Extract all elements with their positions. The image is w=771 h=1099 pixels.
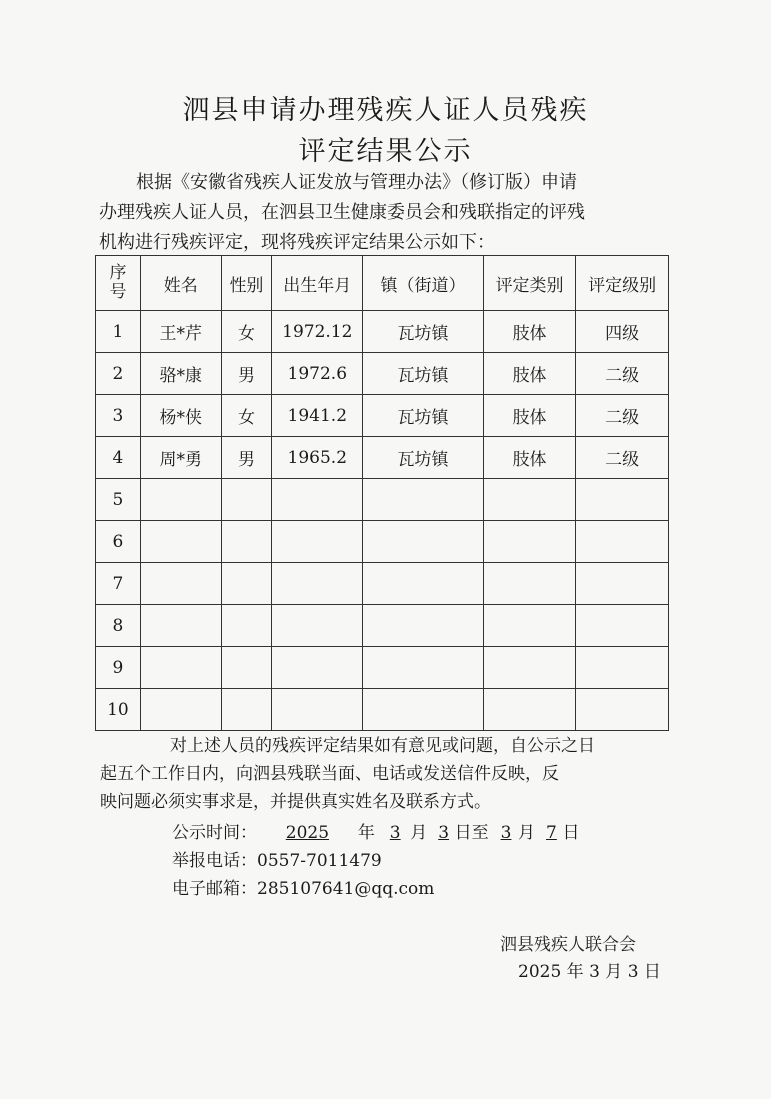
cell-category [483, 647, 576, 689]
phone-value: 0557-7011479 [257, 851, 382, 871]
cell-name [140, 563, 221, 605]
table-header-row [96, 256, 669, 311]
table-row [96, 689, 669, 731]
period-year-unit: 年 [357, 823, 375, 843]
table-row [96, 479, 669, 521]
cell-sex [221, 689, 272, 731]
cell-birth [272, 479, 363, 521]
cell-birth [272, 521, 363, 563]
cell-sex: 男 [221, 353, 272, 395]
cell-level [576, 689, 669, 731]
cell-level: 二级 [576, 395, 669, 437]
cell-town: 瓦坊镇 [363, 353, 484, 395]
header-serial-top: 序 [109, 263, 127, 283]
cell-sex: 男 [221, 437, 272, 479]
phone-label: 举报电话： [172, 851, 257, 871]
cell-no: 3 [96, 395, 141, 437]
document-title-line-2: 评定结果公示 [298, 136, 473, 167]
cell-birth [272, 563, 363, 605]
cell-category: 肢体 [483, 437, 576, 479]
header-serial-bottom: 号 [109, 282, 127, 302]
header-town: 镇（街道） [363, 256, 484, 311]
cell-name: 骆*康 [140, 353, 221, 395]
cell-name: 王*芹 [140, 311, 221, 353]
cell-town: 瓦坊镇 [363, 311, 484, 353]
header-category: 评定类别 [483, 256, 576, 311]
email-label: 电子邮箱： [172, 879, 257, 899]
cell-no: 9 [96, 647, 141, 689]
cell-town: 瓦坊镇 [363, 395, 484, 437]
cell-no: 4 [96, 437, 141, 479]
cell-birth: 1965.2 [272, 437, 363, 479]
notice-period [172, 818, 579, 843]
signature-date: 2025 年 3 月 3 日 [518, 962, 661, 982]
cell-no: 2 [96, 353, 141, 395]
cell-birth [272, 689, 363, 731]
cell-birth [272, 647, 363, 689]
header-sex: 性别 [221, 256, 272, 311]
table-row [96, 395, 669, 437]
cell-level [576, 563, 669, 605]
cell-level: 二级 [576, 437, 669, 479]
report-email [172, 874, 434, 899]
cell-name: 杨*侠 [140, 395, 221, 437]
cell-sex: 女 [221, 311, 272, 353]
document-title-line-1: 泗县申请办理残疾人证人员残疾 [182, 95, 589, 126]
cell-no: 5 [96, 479, 141, 521]
cell-category [483, 521, 576, 563]
intro-line-3: 机构进行残疾评定，现将残疾评定结果公示如下： [99, 232, 495, 253]
period-month-unit: 月 [410, 823, 428, 843]
cell-name [140, 689, 221, 731]
report-phone [172, 846, 382, 871]
intro-paragraph [99, 168, 679, 258]
cell-category: 肢体 [483, 311, 576, 353]
cell-town [363, 563, 484, 605]
cell-no: 7 [96, 563, 141, 605]
header-name: 姓名 [140, 256, 221, 311]
cell-birth: 1972.6 [272, 353, 363, 395]
header-birth: 出生年月 [272, 256, 363, 311]
period-end-day: 7 [546, 823, 557, 843]
notice-line-1: 对上述人员的残疾评定结果如有意见或问题，自公示之日 [170, 736, 595, 756]
cell-name [140, 647, 221, 689]
period-start-month: 3 [389, 823, 401, 843]
cell-town [363, 479, 484, 521]
cell-town [363, 689, 484, 731]
cell-category: 肢体 [483, 353, 576, 395]
cell-no: 6 [96, 521, 141, 563]
table-row [96, 437, 669, 479]
cell-sex [221, 605, 272, 647]
period-day-unit: 日 [562, 823, 580, 843]
cell-name [140, 479, 221, 521]
cell-town: 瓦坊镇 [363, 437, 484, 479]
notice-line-2: 起五个工作日内，向泗县残联当面、电话或发送信件反映，反 [100, 764, 559, 784]
cell-town [363, 605, 484, 647]
cell-level [576, 479, 669, 521]
table-row [96, 647, 669, 689]
period-start-day: 3 [438, 823, 450, 843]
cell-sex: 女 [221, 395, 272, 437]
table-row [96, 353, 669, 395]
cell-no: 1 [96, 311, 141, 353]
cell-birth: 1972.12 [272, 311, 363, 353]
results-table [95, 255, 669, 731]
cell-sex [221, 647, 272, 689]
cell-no: 8 [96, 605, 141, 647]
notice-paragraph [100, 732, 690, 816]
cell-level: 二级 [576, 353, 669, 395]
cell-birth [272, 605, 363, 647]
period-year: 2025 [285, 823, 330, 843]
cell-level [576, 605, 669, 647]
email-value: 285107641@qq.com [257, 879, 435, 899]
header-serial-number [96, 256, 141, 311]
cell-level: 四级 [576, 311, 669, 353]
cell-category [483, 479, 576, 521]
cell-category [483, 563, 576, 605]
cell-town [363, 521, 484, 563]
table-row [96, 521, 669, 563]
cell-name [140, 521, 221, 563]
table-row [96, 563, 669, 605]
cell-name: 周*勇 [140, 437, 221, 479]
intro-line-2: 办理残疾人证人员，在泗县卫生健康委员会和残联指定的评残 [99, 202, 585, 223]
table-row [96, 311, 669, 353]
period-label: 公示时间： [172, 823, 257, 843]
cell-category [483, 605, 576, 647]
notice-line-3: 映问题必须实事求是，并提供真实姓名及联系方式。 [100, 792, 491, 812]
period-day-to: 日至 [454, 823, 489, 843]
cell-category: 肢体 [483, 395, 576, 437]
cell-town [363, 647, 484, 689]
cell-name [140, 605, 221, 647]
cell-no: 10 [96, 689, 141, 731]
cell-sex [221, 563, 272, 605]
intro-line-1: 根据《安徽省残疾人证发放与管理办法》（修订版）申请 [136, 172, 577, 193]
cell-level [576, 647, 669, 689]
period-end-month-unit: 月 [518, 823, 536, 843]
cell-level [576, 521, 669, 563]
cell-birth: 1941.2 [272, 395, 363, 437]
period-end-month: 3 [500, 823, 512, 843]
cell-sex [221, 479, 272, 521]
header-level: 评定级别 [576, 256, 669, 311]
cell-sex [221, 521, 272, 563]
table-row [96, 605, 669, 647]
cell-category [483, 689, 576, 731]
signature-organization: 泗县残疾人联合会 [500, 935, 636, 955]
